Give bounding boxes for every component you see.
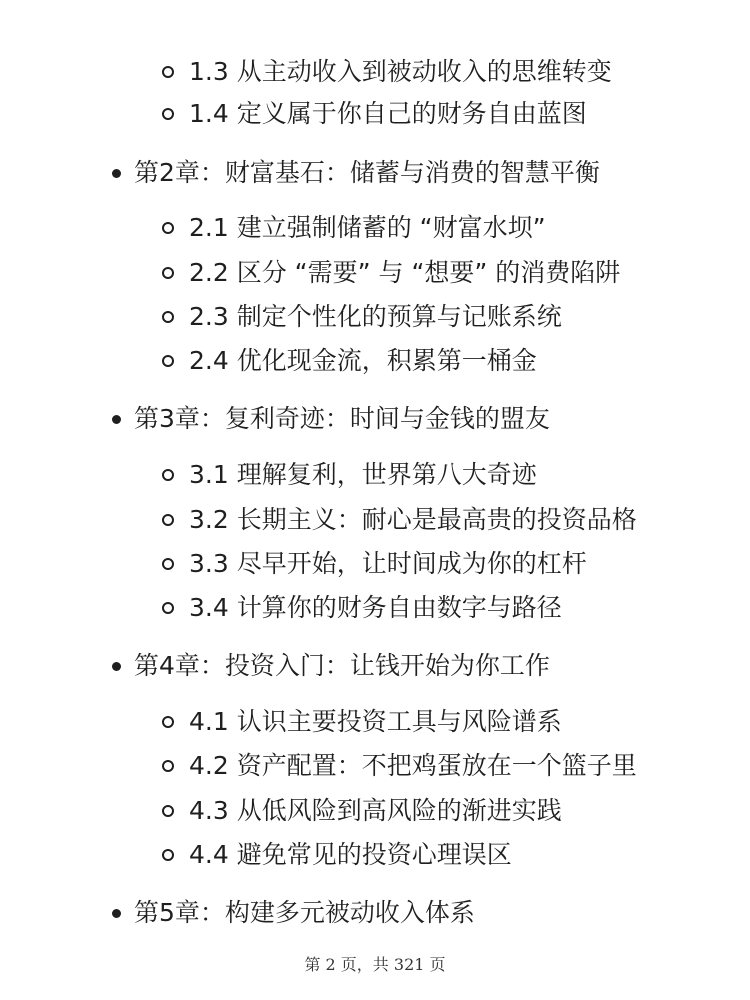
hollow-bullet-icon xyxy=(162,760,174,772)
section-title: 3.2 长期主义：耐心是最高贵的投资品格 xyxy=(189,505,637,534)
hollow-bullet-icon xyxy=(162,805,174,817)
hollow-bullet-icon xyxy=(162,355,174,367)
filled-bullet-icon xyxy=(112,415,121,424)
section-title: 3.3 尽早开始，让时间成为你的杠杆 xyxy=(189,549,587,578)
hollow-bullet-icon xyxy=(162,514,174,526)
section-title: 1.4 定义属于你自己的财务自由蓝图 xyxy=(189,99,587,128)
section-title: 2.2 区分 “需要” 与 “想要” 的消费陷阱 xyxy=(189,258,621,287)
chapter-title: 第2章：财富基石：储蓄与消费的智慧平衡 xyxy=(134,158,600,187)
section-title: 3.1 理解复利，世界第八大奇迹 xyxy=(189,460,537,489)
section-title: 4.1 认识主要投资工具与风险谱系 xyxy=(189,707,562,736)
hollow-bullet-icon xyxy=(162,716,174,728)
hollow-bullet-icon xyxy=(162,849,174,861)
hollow-bullet-icon xyxy=(162,66,174,78)
chapter-title: 第4章：投资入门：让钱开始为你工作 xyxy=(134,651,550,680)
hollow-bullet-icon xyxy=(162,267,174,279)
chapter-title: 第3章：复利奇迹：时间与金钱的盟友 xyxy=(134,404,550,433)
page-number-footer: 第 2 页，共 321 页 xyxy=(304,955,446,974)
chapter-title: 第5章：构建多元被动收入体系 xyxy=(134,898,475,927)
hollow-bullet-icon xyxy=(162,558,174,570)
filled-bullet-icon xyxy=(112,909,121,918)
section-title: 3.4 计算你的财务自由数字与路径 xyxy=(189,593,562,622)
hollow-bullet-icon xyxy=(162,222,174,234)
section-title: 4.2 资产配置：不把鸡蛋放在一个篮子里 xyxy=(189,751,637,780)
section-title: 4.3 从低风险到高风险的渐进实践 xyxy=(189,796,562,825)
section-title: 2.1 建立强制储蓄的 “财富水坝” xyxy=(189,213,546,242)
section-title: 1.3 从主动收入到被动收入的思维转变 xyxy=(189,57,612,86)
hollow-bullet-icon xyxy=(162,108,174,120)
section-title: 2.4 优化现金流，积累第一桶金 xyxy=(189,346,537,375)
hollow-bullet-icon xyxy=(162,469,174,481)
hollow-bullet-icon xyxy=(162,602,174,614)
filled-bullet-icon xyxy=(112,169,121,178)
filled-bullet-icon xyxy=(112,662,121,671)
section-title: 2.3 制定个性化的预算与记账系统 xyxy=(189,302,562,331)
section-title: 4.4 避免常见的投资心理误区 xyxy=(189,840,512,869)
hollow-bullet-icon xyxy=(162,311,174,323)
